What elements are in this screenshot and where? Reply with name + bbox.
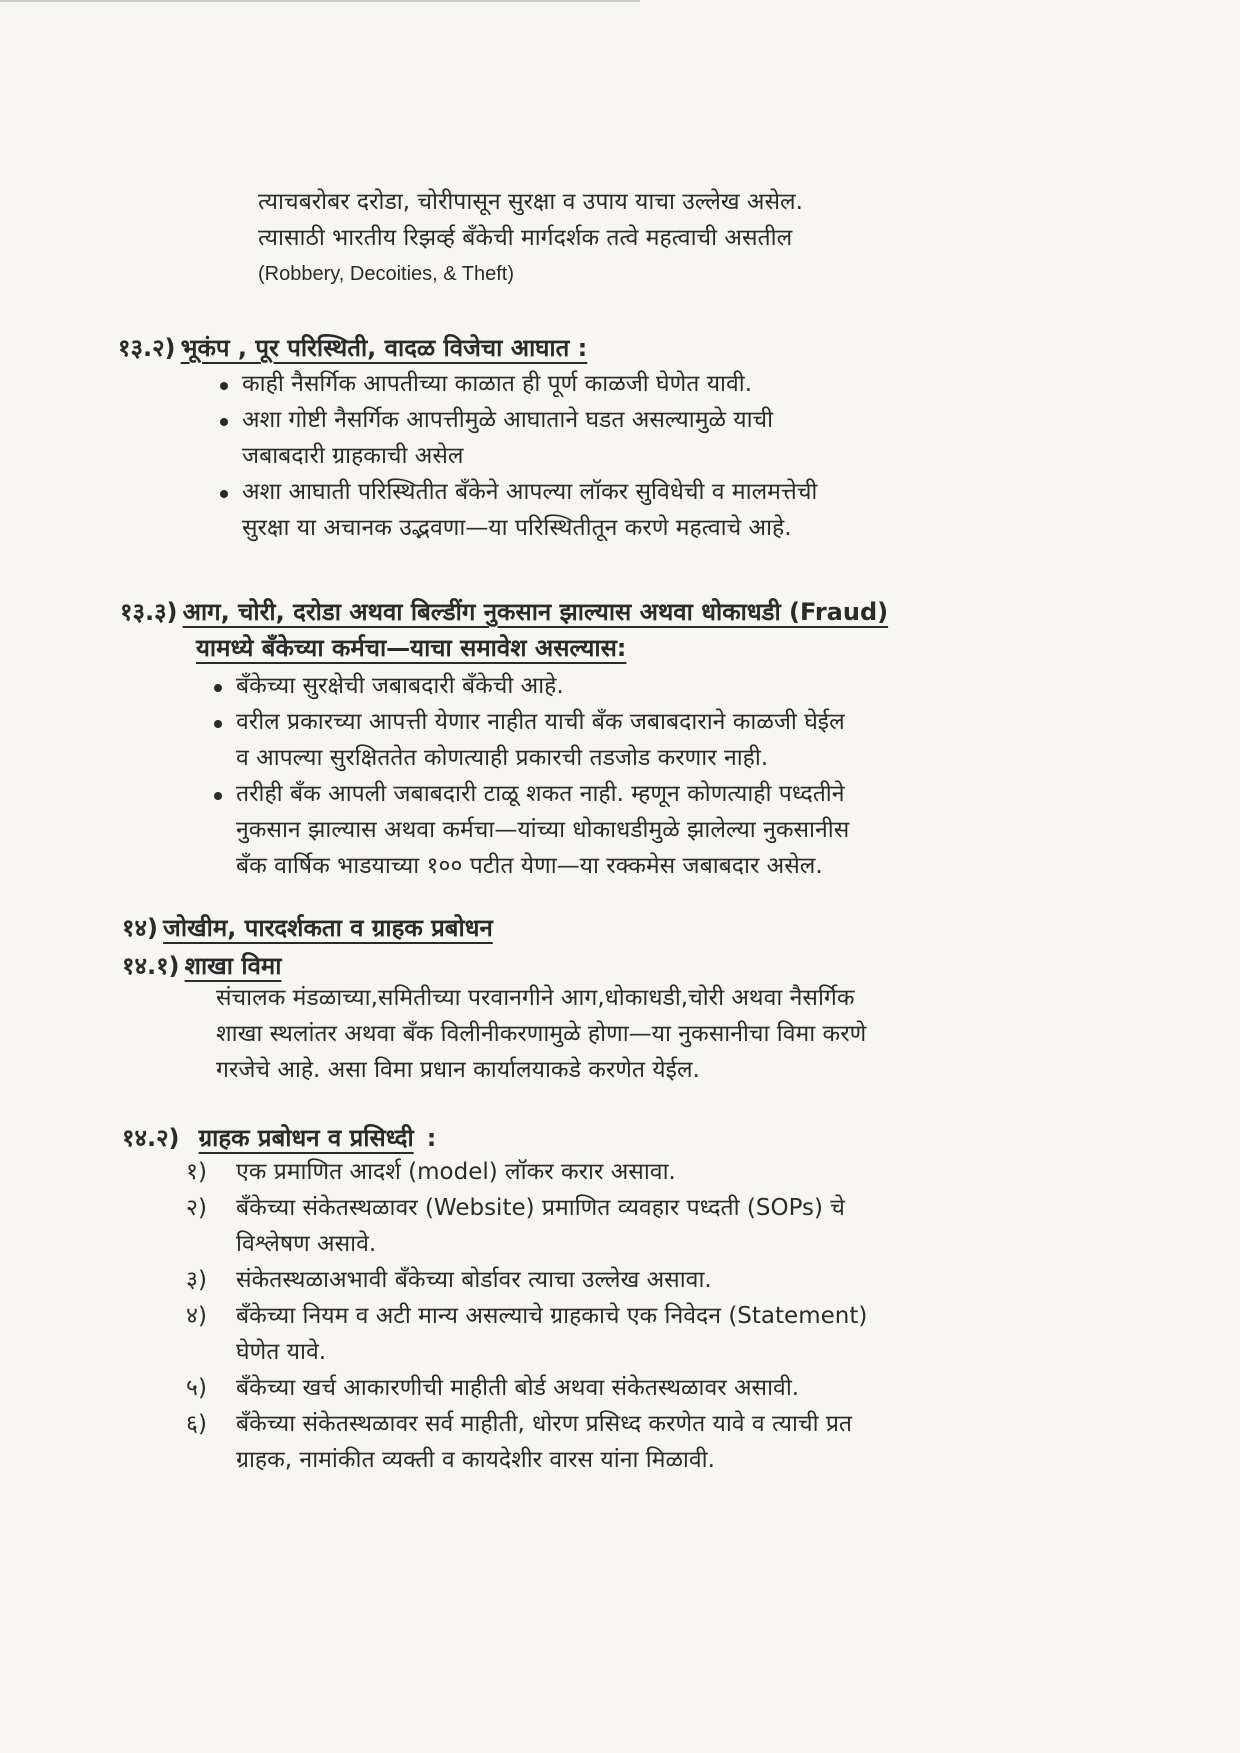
section-13-3-bullets [210,668,849,884]
section-14-1-heading [122,948,282,984]
list-item-continuation [186,1334,867,1370]
list-item [186,1298,867,1334]
bullet-item: अशा गोष्टी नैसर्गिक आपत्तीमुळे आघाताने घडत असल्यामुळे याची [216,402,817,438]
section-title-colon: : [426,1124,437,1152]
list-number: ४) [186,1303,207,1329]
list-item-continuation [186,1442,867,1478]
section-14-2-heading [122,1120,436,1156]
section-number: १४.१) [122,952,180,980]
list-number: ३) [186,1267,207,1293]
section-title: ग्राहक प्रबोधन व प्रसिध्दी [198,1124,414,1152]
section-title: आग, चोरी, दरोडा अथवा बिल्डींग नुकसान झाल्यास अथवा धोकाधडी (Fraud) [182,598,889,626]
list-item [186,1154,867,1190]
list-text: घेणेत यावे. [236,1339,327,1365]
section-14-1-paragraph [216,980,866,1088]
paragraph-line: संचालक मंडळाच्या,समितीच्या परवानगीने आग,धोकाधडी,चोरी अथवा नैसर्गिक [216,985,855,1011]
list-item [186,1190,867,1226]
list-text: संकेतस्थळाअभावी बँकेच्या बोर्डावर त्याचा उल्लेख असावा. [236,1267,712,1293]
intro-line: त्यासाठी भारतीय रिझर्व्ह बँकेची मार्गदर्शक तत्वे महत्वाची असतील [258,225,793,251]
bullet-continuation: सुरक्षा या अचानक उद्भवणा—या परिस्थितीतून करणे महत्वाचे आहे. [242,515,792,541]
list-text: बँकेच्या नियम व अटी मान्य असल्याचे ग्राहकाचे एक निवेदन (Statement) [236,1303,868,1329]
section-number: १४) [122,914,158,942]
list-number: ६) [186,1411,207,1437]
section-title: जोखीम, पारदर्शकता व ग्राहक प्रबोधन [163,914,493,942]
section-title: भूकंप , पूर परिस्थिती, वादळ विजेचा आघात : [180,334,588,362]
section-13-3-heading [120,594,888,666]
list-item [186,1406,867,1442]
section-14-heading [122,910,493,946]
section-title-continued: यामध्ये बँकेच्या कर्मचा—याचा समावेश असल्यास: [196,634,627,662]
bullet-item: काही नैसर्गिक आपतीच्या काळात ही पूर्ण काळजी घेणेत यावी. [216,366,817,402]
section-number: १४.२) [122,1124,180,1152]
section-number: १३.३) [120,598,178,626]
bullet-item: बँकेच्या सुरक्षेची जबाबदारी बँकेची आहे. [210,668,849,704]
section-13-2-heading [118,330,587,366]
list-number: २) [186,1195,207,1221]
list-text: विश्लेषण असावे. [236,1231,377,1257]
list-text: बँकेच्या संकेतस्थळावर सर्व माहीती, धोरण प्रसिध्द करणेत यावे व त्याची प्रत [236,1411,853,1437]
bullet-item: अशा आघाती परिस्थितीत बँकेने आपल्या लॉकर सुविधेची व मालमत्तेची [216,474,817,510]
list-number: १) [186,1159,207,1185]
bullet-continuation: व आपल्या सुरक्षिततेत कोणत्याही प्रकारची तडजोड करणार नाही. [236,745,769,771]
bullet-continuation: जबाबदारी ग्राहकाची असेल [242,443,464,469]
list-item [186,1370,867,1406]
list-text: बँकेच्या खर्च आकारणीची माहीती बोर्ड अथवा संकेतस्थळावर असावी. [236,1375,800,1401]
intro-english-note: (Robbery, Decoities, & Theft) [258,263,515,285]
section-13-2-bullets [216,366,817,546]
bullet-continuation: बँक वार्षिक भाडयाच्या १०० पटीत येणा—या रक्कमेस जबाबदार असेल. [236,853,823,879]
bullet-continuation: नुकसान झाल्यास अथवा कर्मचा—यांच्या धोकाधडीमुळे झालेल्या नुकसानीस [236,817,850,843]
bullet-item: वरील प्रकारच्या आपत्ती येणार नाहीत याची बँक जबाबदाराने काळजी घेईल [210,704,849,740]
list-item-continuation [186,1226,867,1262]
paragraph-line: गरजेचे आहे. असा विमा प्रधान कार्यालयाकडे करणेत येईल. [216,1057,700,1083]
list-item [186,1262,867,1298]
bullet-item: तरीही बँक आपली जबाबदारी टाळू शकत नाही. म्हणून कोणत्याही पध्दतीने [210,776,849,812]
section-number: १३.२) [118,334,176,362]
list-text: एक प्रमाणित आदर्श (model) लॉकर करार असावा. [236,1159,676,1185]
intro-paragraph [258,184,803,292]
section-14-2-list [186,1154,867,1478]
section-title: शाखा विमा [184,952,282,980]
list-text: ग्राहक, नामांकीत व्यक्ती व कायदेशीर वारस यांना मिळावी. [236,1447,715,1473]
intro-line: त्याचबरोबर दरोडा, चोरीपासून सुरक्षा व उपाय याचा उल्लेख असेल. [258,189,803,215]
paragraph-line: शाखा स्थलांतर अथवा बँक विलीनीकरणामुळे होणा—या नुकसानीचा विमा करणे [216,1021,867,1047]
list-text: बँकेच्या संकेतस्थळावर (Website) प्रमाणित व्यवहार पध्दती (SOPs) चे [236,1195,845,1221]
list-number: ५) [186,1375,207,1401]
